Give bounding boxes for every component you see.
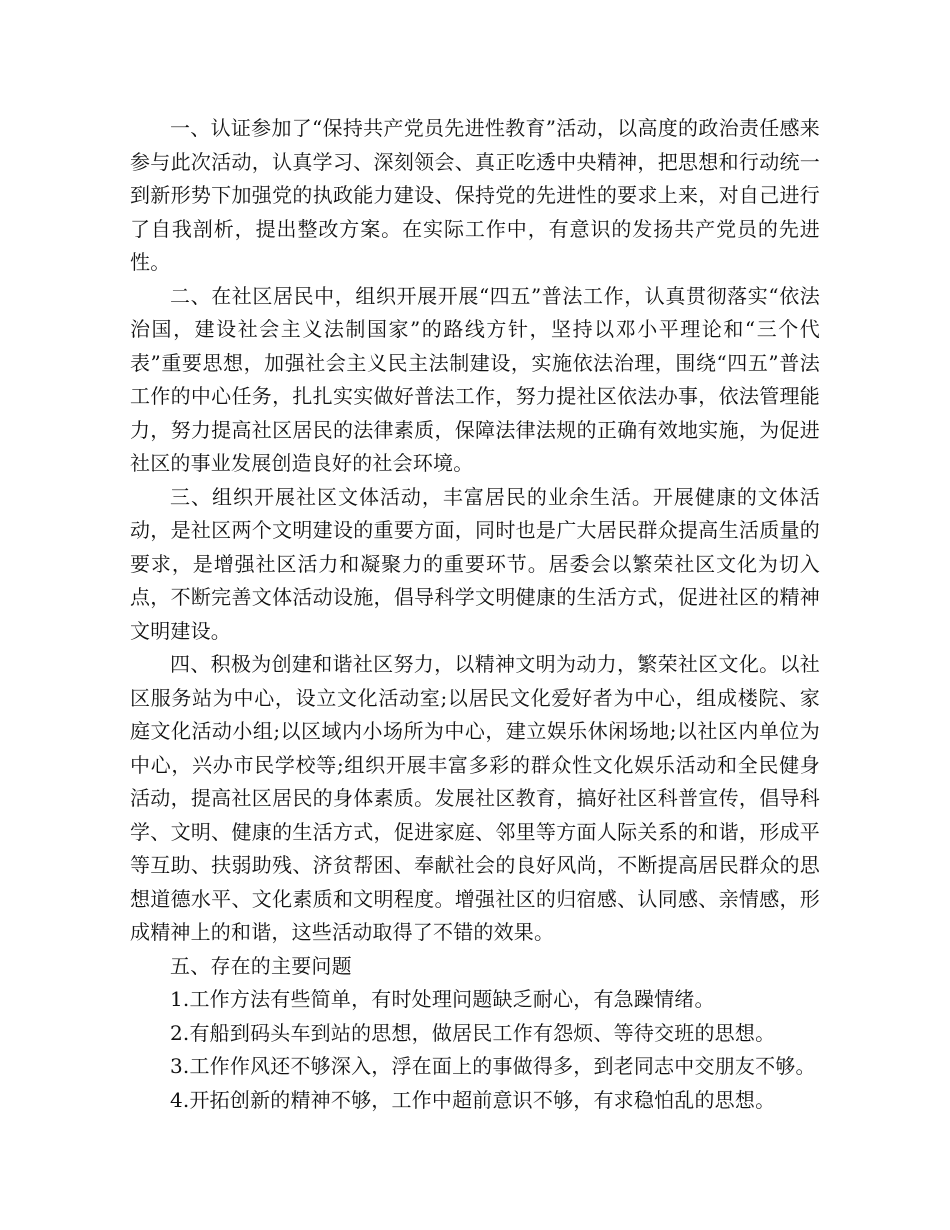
problem-item-1: 1.工作方法有些简单，有时处理问题缺乏耐心，有急躁情绪。 [170,987,715,1011]
problems-heading: 五、存在的主要问题 [170,953,352,978]
problem-item-2: 2.有船到码头车到站的思想，做居民工作有怨烦、等待交班的思想。 [170,1020,776,1045]
paragraph-2: 二、在社区居民中，组织开展开展“四五”普法工作，认真贯彻落实“依法治国，建设社会主义法制国家”的路线方针，坚持以邓小平理论和“三个代表”重要思想，加强社会主义民主法制建设，实施依法治理，围绕“四五”普法工作的中心任务，扎扎实实做好普法工作，努力提社区依法办事，依法管理能力，努力提高社区居民的法律素质，保障法律法规的正确有效地实施，为促进社区的事业发展创造良好的社会环境。 [130,283,820,475]
paragraph-3: 三、组织开展社区文体活动，丰富居民的业余生活。开展健康的文体活动，是社区两个文明建设的重要方面，同时也是广大居民群众提高生活质量的要求，是增强社区活力和凝聚力的重要环节。居委会以繁荣社区文化为切入点，不断完善文体活动设施，倡导科学文明健康的生活方式，促进社区的精神文明建设。 [130,484,820,643]
problems-list [130,983,820,1117]
paragraph-1: 一、认证参加了“保持共产党员先进性教育”活动，以高度的政治责任感来参与此次活动，认真学习、深刻领会、真正吃透中央精神，把思想和行动统一到新形势下加强党的执政能力建设、保持党的先进性的要求上来，对自己进行了自我剖析，提出整改方案。在实际工作中，有意识的发扬共产党员的先进性。 [130,116,820,274]
problem-item-3: 3.工作作风还不够深入，浮在面上的事做得多，到老同志中交朋友不够。 [170,1054,816,1078]
document-body [130,112,820,1117]
paragraph-4: 四、积极为创建和谐社区努力，以精神文明为动力，繁荣社区文化。以社区服务站为中心，设立文化活动室;以居民文化爱好者为中心，组成楼院、家庭文化活动小组;以区域内小场所为中心，建立娱乐休闲场地;以社区内单位为中心，兴办市民学校等;组织开展丰富多彩的群众性文化娱乐活动和全民健身活动，提高社区居民的身体素质。发展社区教育，搞好社区科普宣传，倡导科学、文明、健康的生活方式，促进家庭、邻里等方面人际关系的和谐，形成平等互助、扶弱助残、济贫帮困、奉献社会的良好风尚，不断提高居民群众的思想道德水平、文化素质和文明程度。增强社区的归宿感、认同感、亲情感，形成精神上的和谐，这些活动取得了不错的效果。 [130,652,820,944]
problem-item-4: 4.开拓创新的精神不够，工作中超前意识不够，有求稳怕乱的思想。 [170,1087,776,1112]
